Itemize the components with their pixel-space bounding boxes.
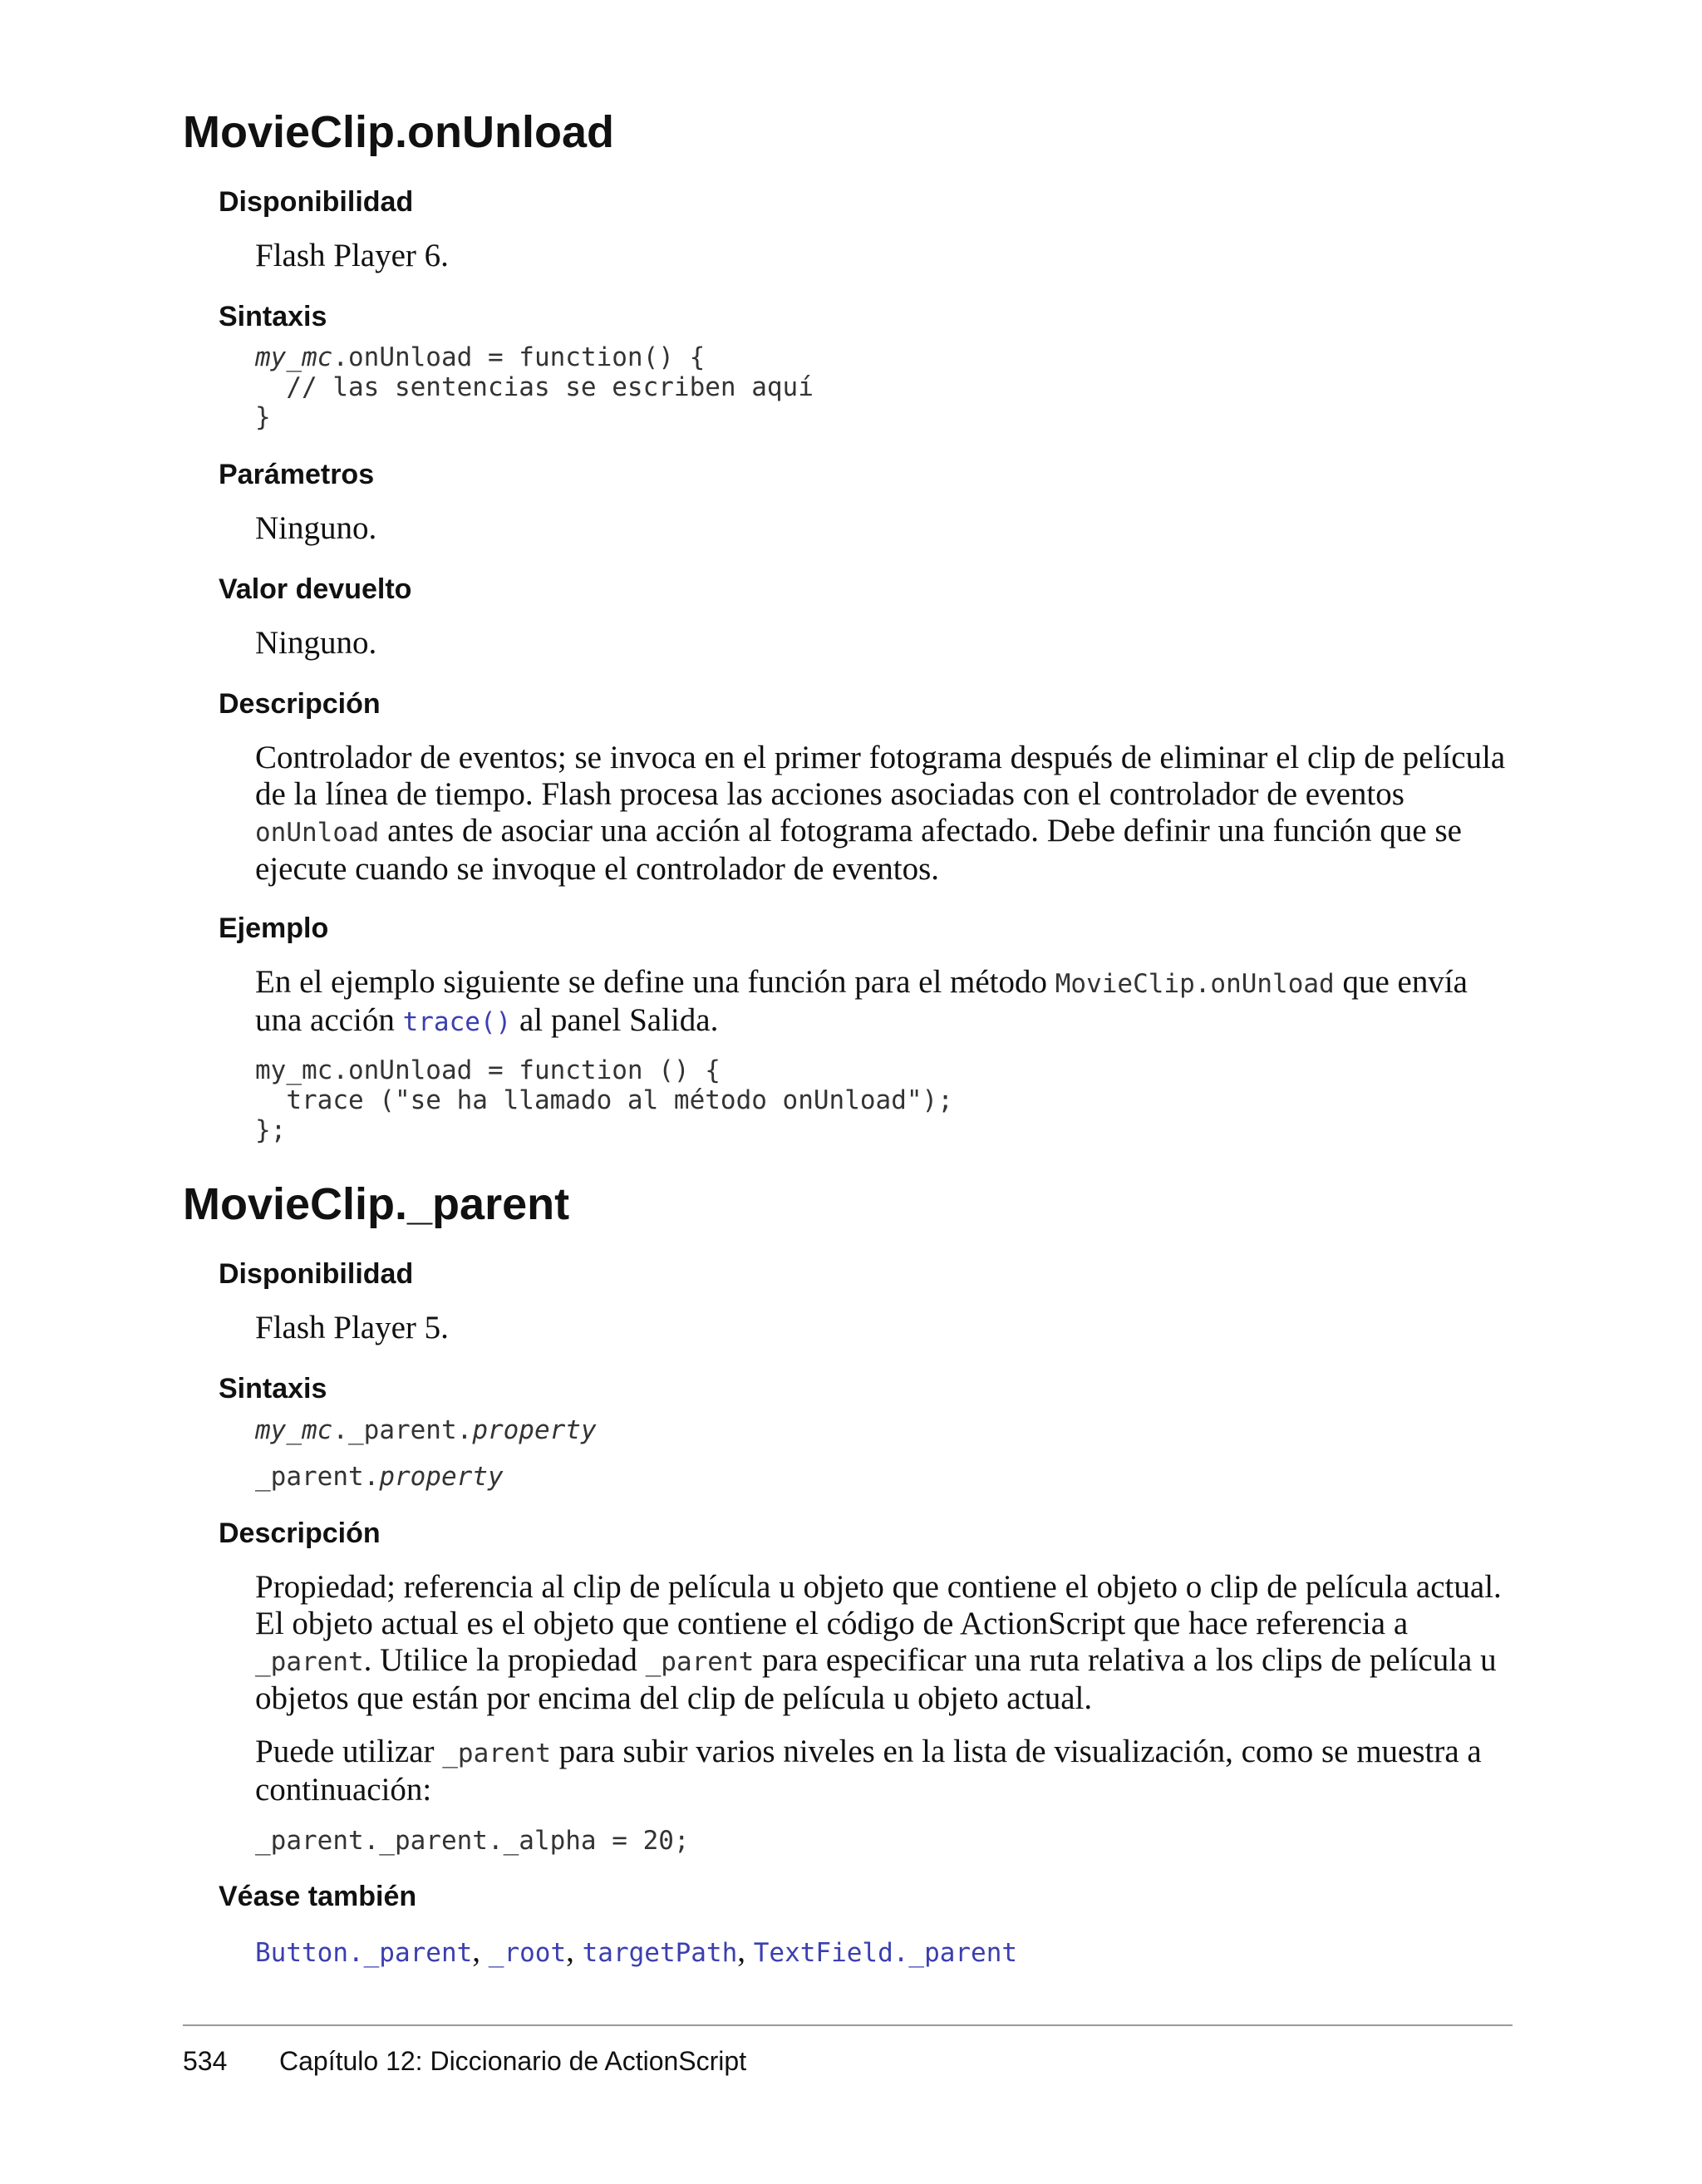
example-text-part: En el ejemplo siguiente se define una función para el método bbox=[255, 964, 1055, 1000]
syntax-object: my_mc bbox=[255, 342, 333, 372]
trace-link[interactable]: trace() bbox=[402, 1007, 512, 1037]
syntax-code bbox=[255, 342, 814, 432]
page-number: 534 bbox=[183, 2046, 228, 2076]
see-also-separator: , bbox=[566, 1933, 583, 1969]
inline-code-parent: _parent bbox=[442, 1739, 551, 1768]
availability-heading: Disponibilidad bbox=[219, 1258, 414, 1290]
syntax-property-path: _parent. bbox=[255, 1462, 380, 1492]
syntax-heading: Sintaxis bbox=[219, 301, 327, 332]
description-text-2 bbox=[255, 1734, 1510, 1808]
example-text bbox=[255, 964, 1510, 1040]
availability-text: Flash Player 5. bbox=[255, 1310, 449, 1345]
syntax-object: my_mc bbox=[255, 1415, 333, 1445]
description-heading: Descripción bbox=[219, 1517, 381, 1549]
inline-code-onunload: onUnload bbox=[255, 818, 380, 848]
example-code: my_mc.onUnload = function () { trace ("se ha llamado al método onUnload"); }; bbox=[255, 1055, 953, 1145]
inline-code-movieclip-onunload: MovieClip.onUnload bbox=[1055, 969, 1335, 999]
description-text-part: Controlador de eventos; se invoca en el primer fotograma después de eliminar el clip de película de la línea de tiempo. Flash procesa las acciones asociadas con el controlador de eventos bbox=[255, 740, 1506, 812]
availability-heading: Disponibilidad bbox=[219, 186, 414, 218]
footer-rule bbox=[183, 2024, 1513, 2026]
syntax-line2: // las sentencias se escriben aquí bbox=[255, 372, 814, 402]
description-text-part: antes de asociar una acción al fotograma afectado. Debe definir una función que se ejecute cuando se invoque el controlador de eventos. bbox=[255, 813, 1462, 887]
description-text-part: Puede utilizar bbox=[255, 1734, 443, 1769]
syntax-property-path: ._parent. bbox=[332, 1415, 473, 1445]
return-text: Ninguno. bbox=[255, 625, 377, 661]
syntax-property: property bbox=[379, 1462, 504, 1492]
syntax-code-2 bbox=[255, 1462, 504, 1492]
syntax-line1: .onUnload = function() { bbox=[332, 342, 706, 372]
description-text-part: para especificar una ruta relativa a los clips de película u objetos que están por encima del clip de película u objeto actual. bbox=[255, 1642, 1497, 1716]
see-also-separator: , bbox=[737, 1933, 754, 1969]
params-heading: Parámetros bbox=[219, 459, 375, 490]
example-text-part: al panel Salida. bbox=[511, 1002, 719, 1038]
syntax-code-1 bbox=[255, 1415, 597, 1445]
params-text: Ninguno. bbox=[255, 510, 377, 546]
syntax-line3: } bbox=[255, 402, 271, 432]
see-also-heading: Véase también bbox=[219, 1881, 417, 1912]
example-heading: Ejemplo bbox=[219, 912, 329, 944]
return-heading: Valor devuelto bbox=[219, 573, 412, 605]
see-also-link-root[interactable]: _root bbox=[488, 1938, 567, 1968]
description-text-part: Propiedad; referencia al clip de película u objeto que contiene el objeto o clip de película actual. El objeto actual es el objeto que contiene el código de ActionScript que hace referencia a bbox=[255, 1569, 1502, 1641]
inline-code-parent: _parent bbox=[645, 1647, 755, 1677]
syntax-property: property bbox=[472, 1415, 597, 1445]
see-also-link-textfield-parent[interactable]: TextField._parent bbox=[753, 1938, 1018, 1968]
availability-text: Flash Player 6. bbox=[255, 238, 449, 273]
chapter-title: Capítulo 12: Diccionario de ActionScript bbox=[279, 2046, 747, 2076]
see-also-link-targetpath[interactable]: targetPath bbox=[582, 1938, 738, 1968]
example-text-part: que envía una acción bbox=[255, 964, 1468, 1038]
description-text-part: para subir varios niveles en la lista de visualización, como se muestra a continuación: bbox=[255, 1734, 1482, 1808]
see-also-link-button-parent[interactable]: Button._parent bbox=[255, 1938, 473, 1968]
inline-code-parent: _parent bbox=[255, 1647, 364, 1677]
section-title-onunload: MovieClip.onUnload bbox=[183, 107, 614, 157]
description-text bbox=[255, 1569, 1510, 1717]
description-text bbox=[255, 740, 1510, 888]
description-text-part: . Utilice la propiedad bbox=[363, 1642, 646, 1678]
section-title-parent: MovieClip._parent bbox=[183, 1179, 570, 1229]
description-code: _parent._parent._alpha = 20; bbox=[255, 1826, 690, 1856]
see-also-separator: , bbox=[472, 1933, 489, 1969]
see-also-list bbox=[255, 1933, 1510, 1971]
description-heading: Descripción bbox=[219, 688, 381, 720]
syntax-heading: Sintaxis bbox=[219, 1373, 327, 1404]
